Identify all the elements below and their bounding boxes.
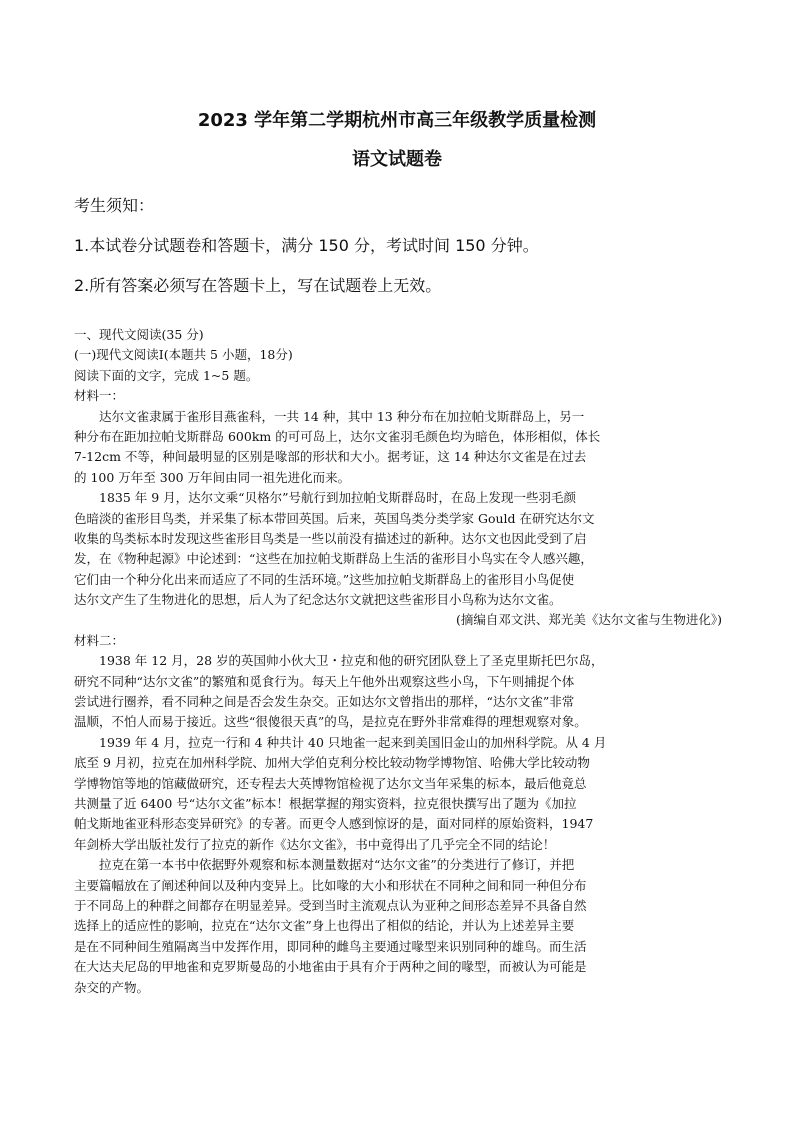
material-2-line: 1938 年 12 月，28 岁的英国帅小伙大卫・拉克和他的研究团队登上了圣克里斯托巴尔岛， bbox=[99, 653, 604, 669]
material-1-line: 种分布在距加拉帕戈斯群岛 600km 的可可岛上，达尔文雀羽毛颜色均为暗色，体形相似，体长 bbox=[74, 428, 601, 444]
material-1-line: 发，在《物种起源》中论述到：“这些在加拉帕戈斯群岛上生活的雀形目小鸟实在令人感兴趣， bbox=[74, 551, 593, 567]
notice-item-1: 1.本试卷分试题卷和答题卡，满分 150 分，考试时间 150 分钟。 bbox=[74, 236, 539, 255]
material-2-line: 帕戈斯地雀亚科形态变异研究》的专著。而更令人感到惊讶的是，面对同样的原始资料，1947 bbox=[74, 816, 594, 832]
material-2-line: 在大达夫尼岛的甲地雀和克罗斯曼岛的小地雀由于具有介于两种之间的喙型，而被认为可能是 bbox=[74, 959, 587, 975]
material-2-label: 材料二： bbox=[74, 632, 125, 648]
notice-heading: 考生须知： bbox=[74, 196, 155, 215]
notice-item-2: 2.所有答案必须写在答题卡上，写在试题卷上无效。 bbox=[74, 276, 442, 295]
material-1-line: 收集的鸟类标本时发现这些雀形目鸟类是一些以前没有描述过的新种。达尔文也因此受到了启 bbox=[74, 530, 587, 546]
material-2-line: 于不同岛上的种群之间都存在明显差异。受到当时主流观点认为亚种之间形态差异不具备自然 bbox=[74, 897, 587, 913]
material-2-line: 温顺，不怕人而易于接近。这些“很傻很天真”的鸟，是拉克在野外非常难得的理想观察对象。 bbox=[74, 714, 587, 730]
exam-subtitle: 语文试题卷 bbox=[352, 149, 442, 170]
section-instruction: 阅读下面的文字，完成 1~5 题。 bbox=[74, 367, 259, 383]
material-1-line: 色暗淡的雀形目鸟类，并采集了标本带回英国。后来，英国鸟类分类学家 Gould 在研究达尔文 bbox=[74, 510, 595, 526]
material-2-line: 是在不同种间生殖隔离当中发挥作用，即同种的雌鸟主要通过喙型来识别同种的雄鸟。而生活 bbox=[74, 938, 587, 954]
material-2-line: 年剑桥大学出版社发行了拉克的新作《达尔文雀》，书中竟得出了几乎完全不同的结论！ bbox=[74, 836, 556, 852]
material-2-line: 底至 9 月初，拉克在加州科学院、加州大学伯克利分校比较动物学博物馆、哈佛大学比较动物 bbox=[74, 755, 590, 771]
material-1-line: 1835 年 9 月，达尔文乘“贝格尔”号航行到加拉帕戈斯群岛时，在岛上发现一些羽毛颜 bbox=[99, 490, 576, 506]
material-2-line: 拉克在第一本书中依据野外观察和标本测量数据对“达尔文雀”的分类进行了修订，并把 bbox=[99, 857, 575, 873]
material-2-line: 主要篇幅放在了阐述种间以及种内变异上。比如喙的大小和形状在不同种之间和同一种但分布 bbox=[74, 877, 587, 893]
material-2-line: 尝试进行圈养，看不同种之间是否会发生杂交。正如达尔文曾指出的那样，“达尔文雀”非常 bbox=[74, 694, 575, 710]
material-1-source: (摘编自邓文洪、郑光美《达尔文雀与生物进化》) bbox=[455, 612, 722, 628]
material-1-line: 它们由一个种分化出来而适应了不同的生活环境。”这些加拉帕戈斯群岛上的雀形目小鸟促使 bbox=[74, 571, 575, 587]
material-2-line: 研究不同种“达尔文雀”的繁殖和觅食行为。每天上午他外出观察这些小鸟，下午则捕捉个体 bbox=[74, 673, 575, 689]
section-heading: 一、现代文阅读(35 分) bbox=[74, 327, 204, 342]
material-2-line: 选择上的适应性的影响，拉克在“达尔文雀”身上也得出了相似的结论，并认为上述差异主要 bbox=[74, 918, 575, 934]
material-2-line: 杂交的产物。 bbox=[74, 979, 150, 995]
material-1-line: 达尔文产生了生物进化的思想，后人为了纪念达尔文就把这些雀形目小鸟称为达尔文雀。 bbox=[74, 592, 562, 608]
section-subheading: (一)现代文阅读Ⅰ(本题共 5 小题，18分) bbox=[74, 347, 293, 363]
material-2-line: 学博物馆等地的馆藏做研究，还专程去大英博物馆检视了达尔文当年采集的标本，最后他竟总 bbox=[74, 775, 587, 791]
material-1-line: 的 100 万年至 300 万年间由同一祖先进化而来。 bbox=[74, 469, 351, 485]
reading-section bbox=[74, 325, 722, 998]
material-1-line: 7-12cm 不等，种间最明显的区别是喙部的形状和大小。据考证，这 14 种达尔文雀是在过去 bbox=[74, 449, 587, 465]
material-2-line: 1939 年 4 月，拉克一行和 4 种共计 40 只地雀一起来到美国旧金山的加州科学院。从 4 月 bbox=[99, 734, 607, 750]
material-2-line: 共测量了近 6400 号“达尔文雀”标本！根据掌握的翔实资料，拉克很快撰写出了题为《加拉 bbox=[74, 795, 577, 811]
material-1-label: 材料一： bbox=[74, 388, 125, 404]
exam-title: 2023 学年第二学期杭州市高三年级教学质量检测 bbox=[197, 110, 597, 131]
material-1-line: 达尔文雀隶属于雀形目燕雀科，一共 14 种，其中 13 种分布在加拉帕戈斯群岛上，另一 bbox=[99, 408, 585, 424]
